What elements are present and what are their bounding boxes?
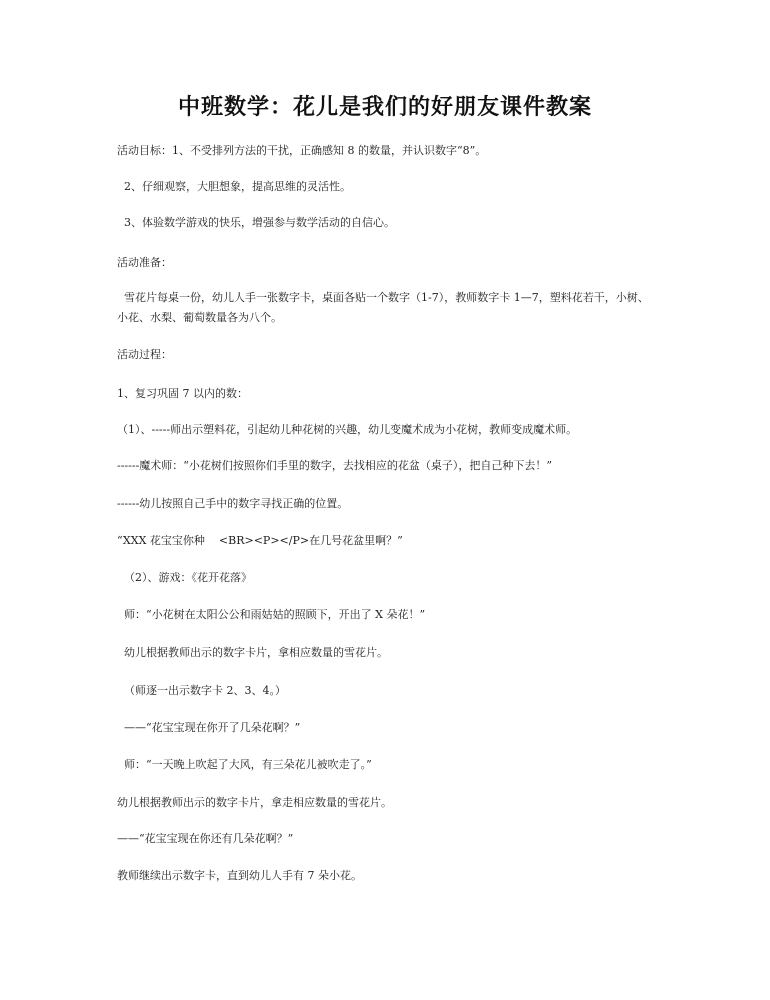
paragraph-continue: 教师继续出示数字卡，直到幼儿人手有 7 朵小花。: [117, 869, 362, 882]
paragraph-objective-3: 3、体验数学游戏的快乐，增强参与数学活动的自信心。: [117, 216, 395, 229]
paragraph-process-heading: 活动过程：: [117, 348, 172, 361]
paragraph-children-take: 幼儿根据教师出示的数字卡片，拿相应数量的雪花片。: [117, 646, 388, 659]
paragraph-teacher-bloom: 师：“小花树在太阳公公和雨姑姑的照顾下，开出了 X 朵花！”: [117, 608, 426, 621]
paragraph-step-1: 1、复习巩固 7 以内的数：: [117, 387, 248, 400]
paragraph-objective-2: 2、仔细观察，大胆想象，提高思维的灵活性。: [117, 180, 351, 193]
paragraph-show-cards: （师逐一出示数字卡 2、3、4。）: [117, 684, 286, 697]
paragraph-step-1-a: （1）、-----师出示塑料花，引起幼儿种花树的兴趣，幼儿变魔术成为小花树，教师变成魔术师。: [117, 423, 578, 436]
page-title: 中班数学：花儿是我们的好朋友课件教案: [177, 94, 592, 120]
paragraph-how-many-bloom: ——“花宝宝现在你开了几朵花啊？”: [117, 721, 301, 734]
paragraph-children-remove: 幼儿根据教师出示的数字卡片，拿走相应数量的雪花片。: [117, 796, 392, 809]
paragraph-how-many-left: ——“花宝宝现在你还有几朵花啊？”: [117, 832, 294, 845]
paragraph-preparation-heading: 活动准备：: [117, 256, 172, 269]
paragraph-magician: ------魔术师：“小花树们按照你们手里的数字，去找相应的花盆（桌子），把自己种下去！”: [117, 459, 553, 472]
paragraph-question: “XXX 花宝宝你种 <BR><P></P>在几号花盆里啊？”: [117, 534, 403, 547]
paragraph-preparation: 雪花片每桌一份，幼儿人手一张数字卡，桌面各贴一个数字（1-7），教师数字卡 1—7，塑料花若干，小树、小花、水梨、葡萄数量各为八个。: [117, 291, 649, 324]
paragraph-game-title: （2）、游戏：《花开花落》: [117, 571, 252, 584]
paragraph-objective-1: 活动目标：1、不受排列方法的干扰，正确感知 8 的数量，并认识数字“8”。: [117, 144, 487, 157]
paragraph-children-find: ------幼儿按照自己手中的数字寻找正确的位置。: [117, 497, 349, 510]
paragraph-wind: 师：“一天晚上吹起了大风，有三朵花儿被吹走了。”: [117, 758, 372, 771]
